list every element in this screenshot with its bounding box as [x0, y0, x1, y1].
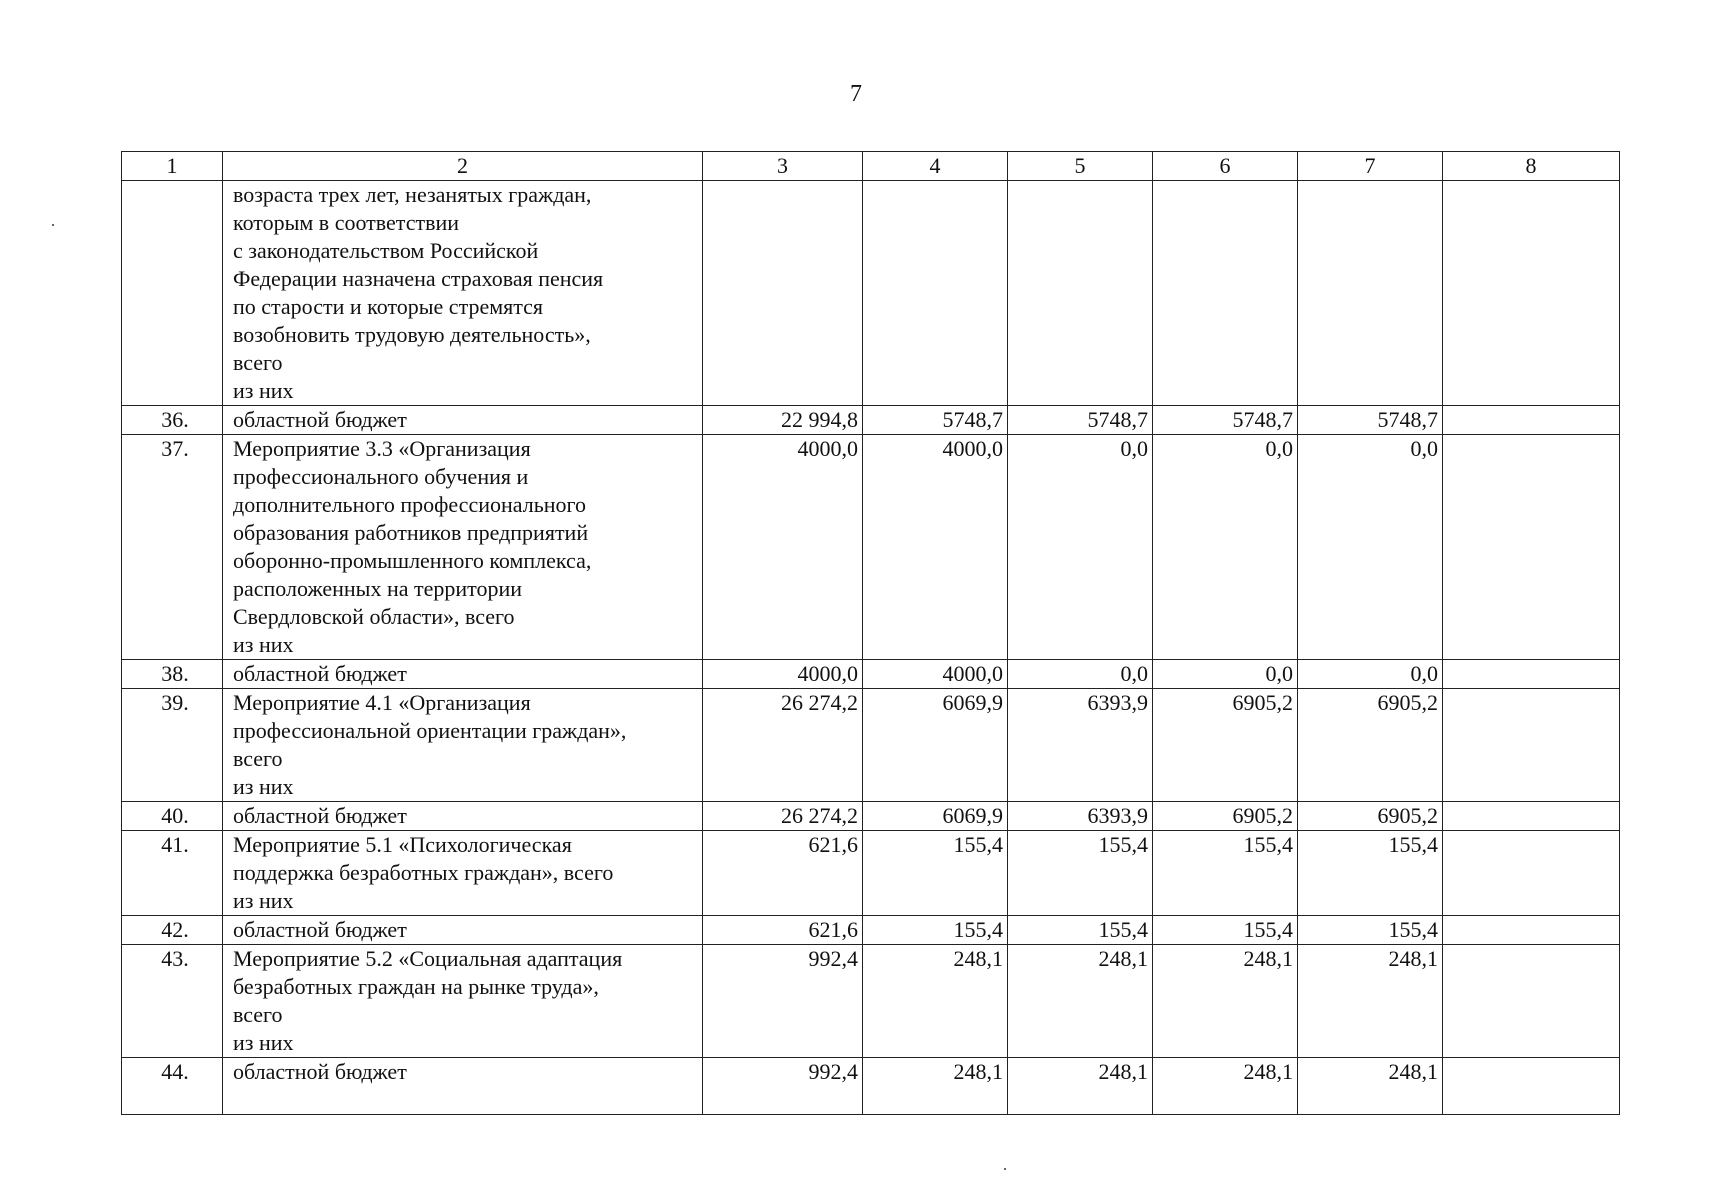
column-header: 8	[1443, 152, 1620, 181]
value-col6: 0,0	[1153, 660, 1298, 689]
value-col7: 6905,2	[1298, 689, 1443, 802]
table-row	[122, 435, 1620, 660]
value-col3: 992,4	[703, 945, 863, 1058]
value-col4: 6069,9	[863, 802, 1008, 831]
table-row	[122, 689, 1620, 802]
value-col5: 248,1	[1008, 945, 1153, 1058]
row-number: 42.	[122, 916, 223, 945]
row-number	[122, 181, 223, 406]
value-col6: 6905,2	[1153, 802, 1298, 831]
value-col7: 0,0	[1298, 435, 1443, 660]
column-header: 4	[863, 152, 1008, 181]
value-col3: 26 274,2	[703, 689, 863, 802]
value-col7: 248,1	[1298, 945, 1443, 1058]
value-col4: 248,1	[863, 945, 1008, 1058]
value-col5: 5748,7	[1008, 406, 1153, 435]
row-number: 39.	[122, 689, 223, 802]
value-col4: 4000,0	[863, 435, 1008, 660]
scan-speck	[1004, 1168, 1006, 1170]
table-row	[122, 945, 1620, 1058]
value-col6: 6905,2	[1153, 689, 1298, 802]
row-number: 40.	[122, 802, 223, 831]
value-col6: 5748,7	[1153, 406, 1298, 435]
table-row	[122, 1058, 1620, 1115]
value-col7	[1298, 181, 1443, 406]
column-header: 5	[1008, 152, 1153, 181]
value-col8	[1443, 181, 1620, 406]
value-col5: 248,1	[1008, 1058, 1153, 1115]
value-col8	[1443, 916, 1620, 945]
row-description: Мероприятие 5.2 «Социальная адаптация безработных граждан на рынке труда», всего из них	[223, 945, 703, 1058]
value-col4: 4000,0	[863, 660, 1008, 689]
row-description: областной бюджет	[223, 406, 703, 435]
value-col5: 0,0	[1008, 660, 1153, 689]
table-row	[122, 660, 1620, 689]
value-col8	[1443, 689, 1620, 802]
value-col4: 155,4	[863, 831, 1008, 916]
value-col5: 155,4	[1008, 831, 1153, 916]
table-row	[122, 831, 1620, 916]
value-col4: 5748,7	[863, 406, 1008, 435]
value-col3: 4000,0	[703, 660, 863, 689]
value-col8	[1443, 831, 1620, 916]
value-col7: 155,4	[1298, 831, 1443, 916]
row-number: 36.	[122, 406, 223, 435]
column-header: 7	[1298, 152, 1443, 181]
value-col6: 155,4	[1153, 831, 1298, 916]
column-header: 2	[223, 152, 703, 181]
row-description: Мероприятие 5.1 «Психологическая поддержка безработных граждан», всего из них	[223, 831, 703, 916]
row-description: Мероприятие 3.3 «Организация профессионального обучения и дополнительного профессионального образования работников предприятий оборонно-промышленного комплекса, расположенных на территории Свердловской области», всего из них	[223, 435, 703, 660]
row-description: областной бюджет	[223, 916, 703, 945]
budget-table	[121, 151, 1620, 1115]
value-col8	[1443, 406, 1620, 435]
value-col3: 621,6	[703, 831, 863, 916]
column-header: 1	[122, 152, 223, 181]
value-col3: 22 994,8	[703, 406, 863, 435]
row-number: 38.	[122, 660, 223, 689]
value-col3: 621,6	[703, 916, 863, 945]
value-col8	[1443, 802, 1620, 831]
value-col3	[703, 181, 863, 406]
value-col8	[1443, 660, 1620, 689]
value-col5: 6393,9	[1008, 689, 1153, 802]
value-col6: 248,1	[1153, 1058, 1298, 1115]
value-col4	[863, 181, 1008, 406]
value-col5: 6393,9	[1008, 802, 1153, 831]
row-description: областной бюджет	[223, 1058, 703, 1115]
value-col6: 248,1	[1153, 945, 1298, 1058]
value-col6	[1153, 181, 1298, 406]
page-number: 7	[850, 81, 862, 107]
value-col6: 0,0	[1153, 435, 1298, 660]
value-col7: 0,0	[1298, 660, 1443, 689]
value-col7: 155,4	[1298, 916, 1443, 945]
value-col5: 155,4	[1008, 916, 1153, 945]
value-col7: 5748,7	[1298, 406, 1443, 435]
value-col8	[1443, 1058, 1620, 1115]
row-description: областной бюджет	[223, 802, 703, 831]
value-col6: 155,4	[1153, 916, 1298, 945]
column-header: 6	[1153, 152, 1298, 181]
value-col4: 155,4	[863, 916, 1008, 945]
row-description: возраста трех лет, незанятых граждан, которым в соответствии с законодательством Российской Федерации назначена страховая пенсия по старости и которые стремятся возобновить трудовую деятельность», всего из них	[223, 181, 703, 406]
value-col3: 992,4	[703, 1058, 863, 1115]
value-col7: 248,1	[1298, 1058, 1443, 1115]
value-col5: 0,0	[1008, 435, 1153, 660]
table-row	[122, 802, 1620, 831]
row-description: областной бюджет	[223, 660, 703, 689]
table-row	[122, 406, 1620, 435]
header-row	[122, 152, 1620, 181]
value-col4: 248,1	[863, 1058, 1008, 1115]
value-col3: 26 274,2	[703, 802, 863, 831]
value-col4: 6069,9	[863, 689, 1008, 802]
row-number: 43.	[122, 945, 223, 1058]
value-col8	[1443, 945, 1620, 1058]
table-body	[122, 181, 1620, 1115]
row-description: Мероприятие 4.1 «Организация профессиональной ориентации граждан», всего из них	[223, 689, 703, 802]
value-col7: 6905,2	[1298, 802, 1443, 831]
row-number: 44.	[122, 1058, 223, 1115]
table-row	[122, 181, 1620, 406]
value-col8	[1443, 435, 1620, 660]
scan-speck	[52, 224, 54, 226]
row-number: 41.	[122, 831, 223, 916]
row-number: 37.	[122, 435, 223, 660]
value-col5	[1008, 181, 1153, 406]
table-row	[122, 916, 1620, 945]
value-col3: 4000,0	[703, 435, 863, 660]
column-header: 3	[703, 152, 863, 181]
